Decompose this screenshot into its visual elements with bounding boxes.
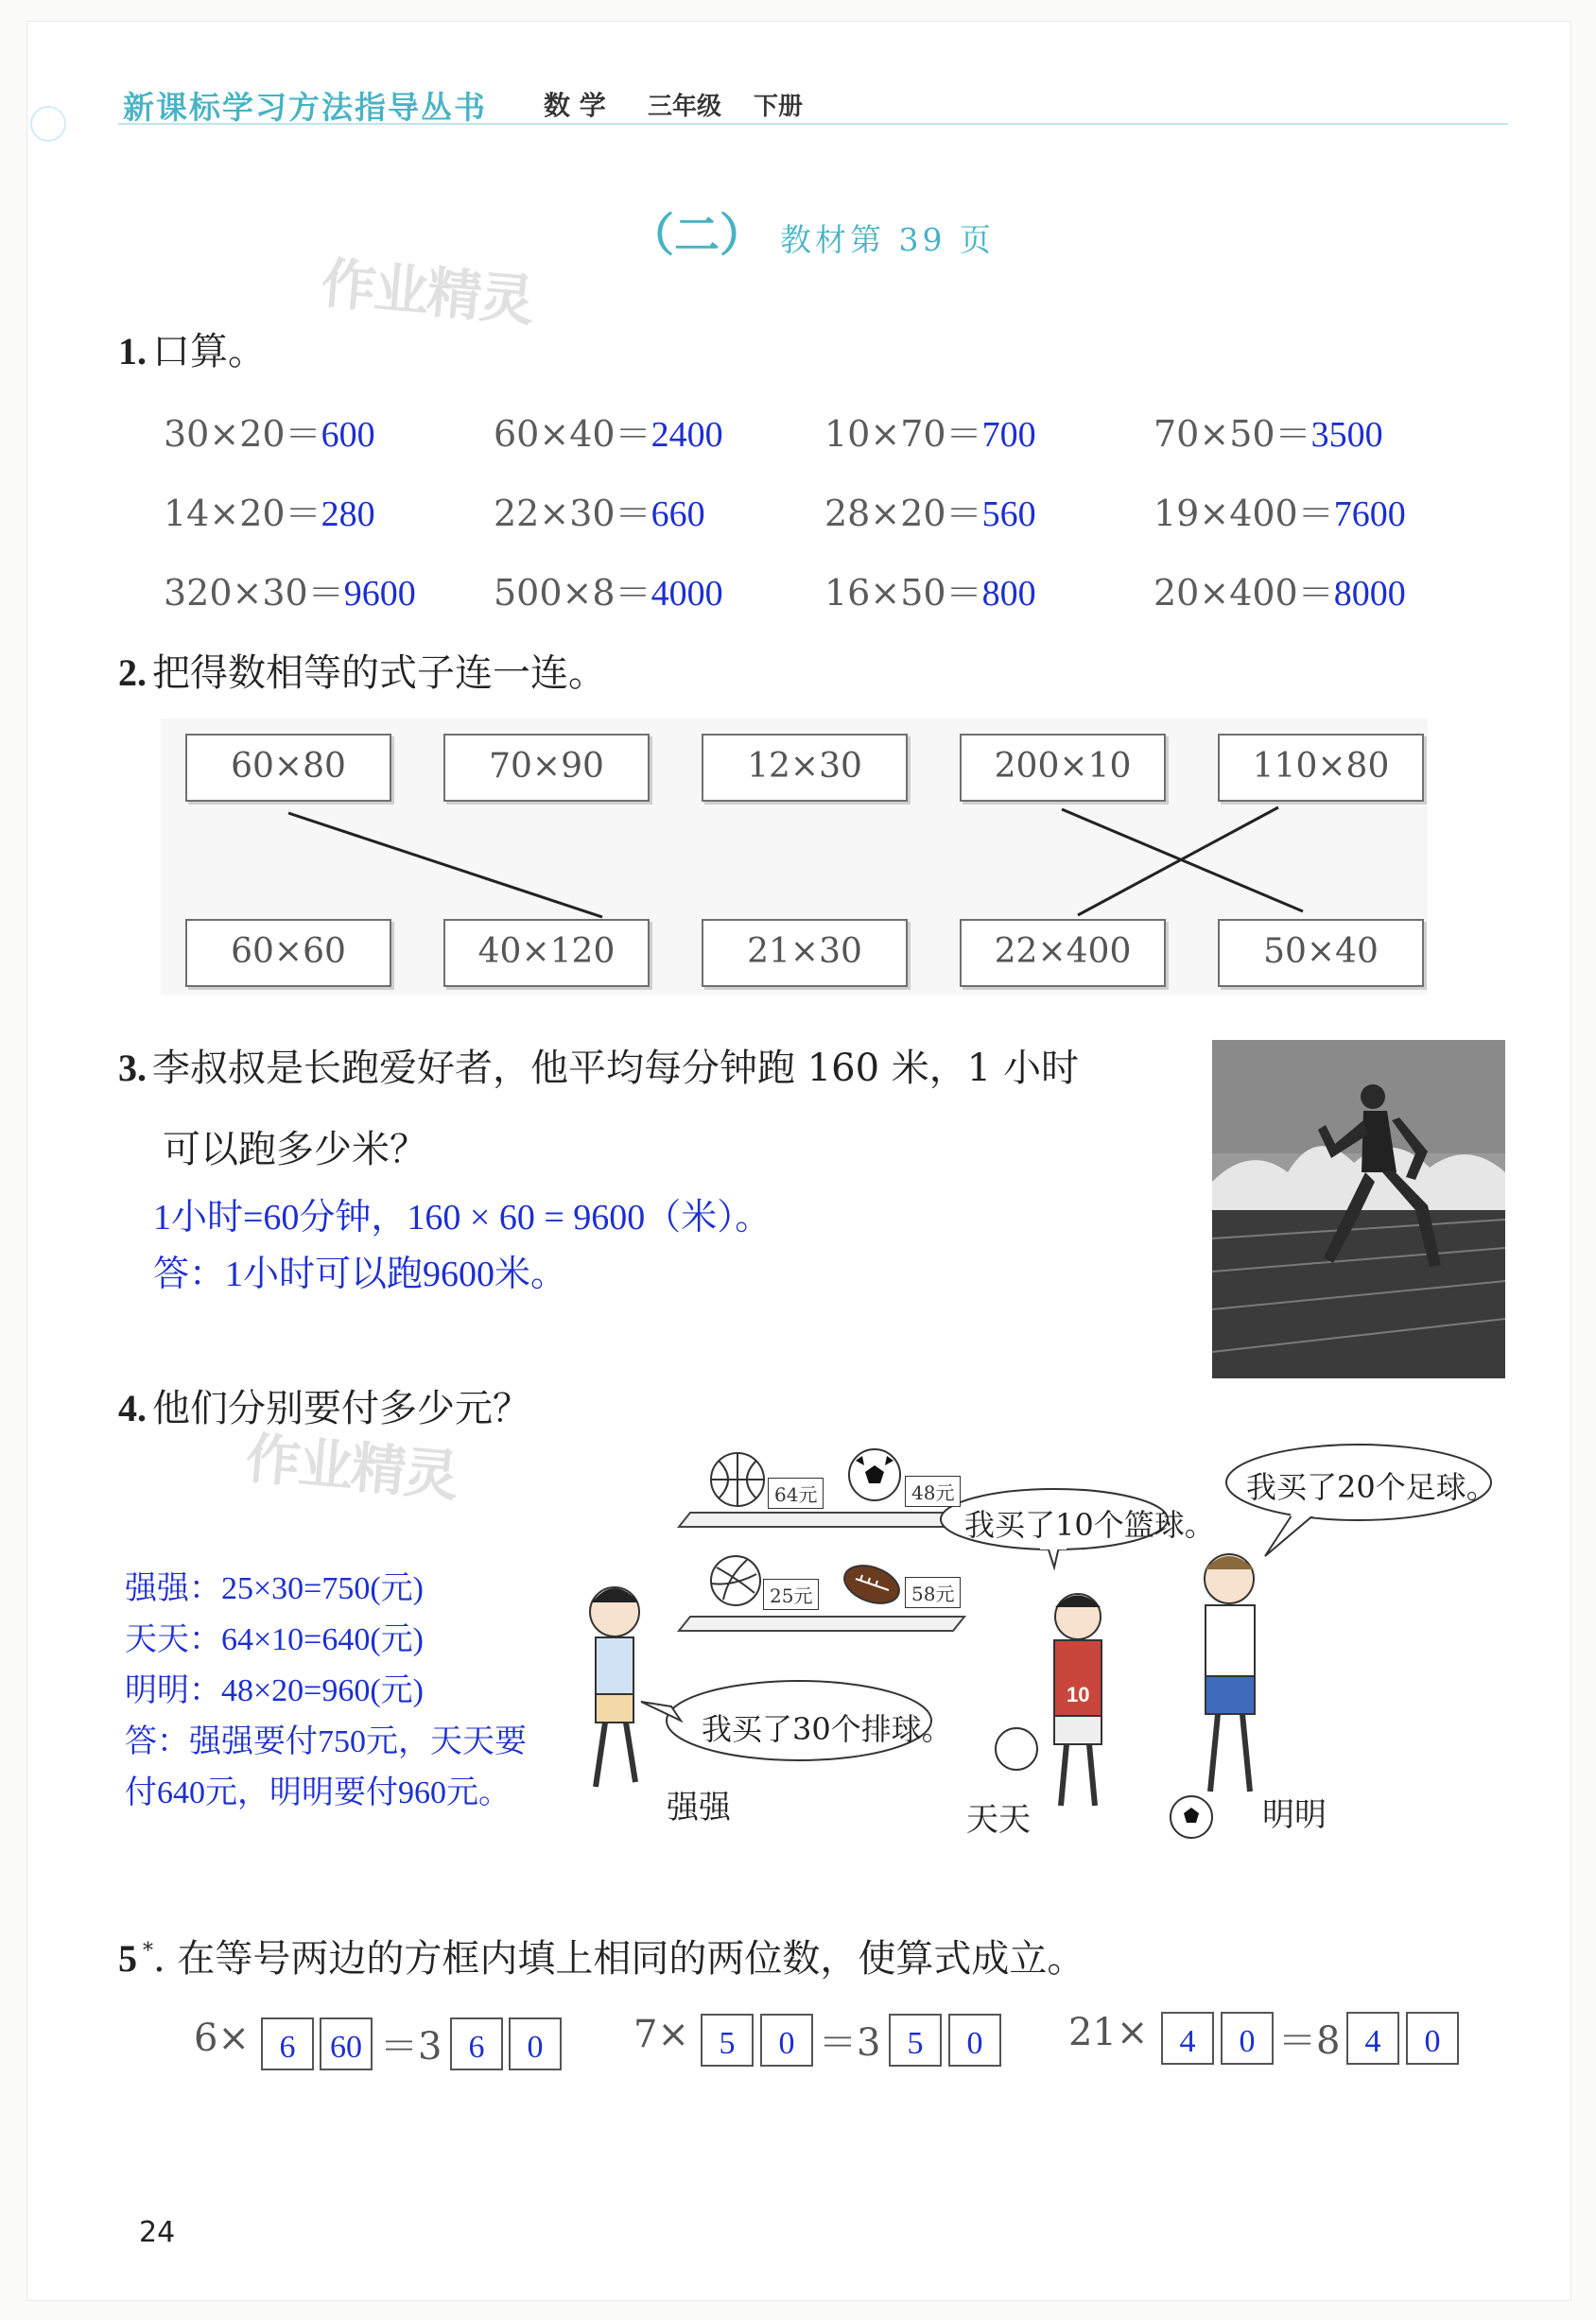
q2-number: 2.: [118, 651, 147, 694]
q3-answer-calc: 1小时=60分钟，160 × 60 = 9600（米）。: [153, 1198, 772, 1238]
q1-item: 500×8＝4000: [494, 572, 723, 614]
textbook-reference: 教材第 39 页: [780, 221, 995, 258]
eq3-box-result-tens[interactable]: 4: [1346, 2012, 1399, 2065]
bubble-text-mingming: 我买了20个足球。: [1246, 1469, 1497, 1505]
q1-answer: 660: [651, 494, 705, 534]
qiangqiang-figure: [590, 1587, 639, 1787]
watermark: 作业精灵: [319, 251, 536, 334]
eq2-lhs: 7×: [633, 2013, 689, 2056]
top-expression-box[interactable]: 110×80: [1218, 734, 1424, 802]
eq1-box-tens[interactable]: 6: [261, 2017, 314, 2070]
q1-answer: 280: [321, 494, 375, 534]
q1-answer: 3500: [1310, 415, 1383, 455]
q1-item: 70×50＝3500: [1154, 413, 1383, 455]
q1-number: 1.: [118, 330, 147, 372]
name-qiangqiang: 强强: [667, 1789, 731, 1827]
q1-item: 320×30＝9600: [164, 572, 416, 614]
q5-text: . 在等号两边的方框内填上相同的两位数，使算式成立。: [153, 1937, 1085, 1981]
eq2-mid: ＝3: [819, 2021, 881, 2065]
volleyball-icon: [711, 1556, 760, 1605]
q4-answer-line: 明明：48×20=960(元): [125, 1673, 424, 1708]
q1-answer: 800: [981, 574, 1036, 614]
bottom-expression-box[interactable]: 60×60: [185, 919, 391, 987]
q3-line1: 李叔叔是长跑爱好者，他平均每分钟跑 160 米，1 小时: [152, 1047, 1079, 1090]
name-tiantian: 天天: [966, 1801, 1031, 1839]
matching-lines: [0, 0, 1596, 1040]
q4-answer-line: 付640元，明明要付960元。: [125, 1775, 511, 1810]
q4-text: 他们分别要付多少元？: [152, 1387, 530, 1430]
top-expression-box[interactable]: 12×30: [702, 734, 908, 802]
eq1-lhs: 6×: [194, 2017, 250, 2060]
price-tag-rugby: 58元: [905, 1577, 961, 1608]
q1-answer: 7600: [1333, 494, 1406, 534]
rugby-ball-icon: [840, 1559, 905, 1610]
eq3-lhs: 21×: [1068, 2011, 1149, 2054]
q4-answer-line: 强强：25×30=750(元): [125, 1571, 424, 1606]
eq2-box-ones[interactable]: 0: [760, 2014, 813, 2067]
price-tag-volleyball: 25元: [763, 1579, 819, 1610]
jersey-number: 10: [1067, 1683, 1090, 1706]
match-line: [288, 813, 602, 917]
bubble-text-tiantian: 我买了10个篮球。: [964, 1507, 1215, 1543]
watermark: 作业精灵: [243, 1426, 460, 1509]
q1-item: 19×400＝7600: [1154, 493, 1406, 534]
eq3-mid: ＝8: [1278, 2019, 1341, 2063]
top-expression-box[interactable]: 200×10: [960, 734, 1166, 802]
q3-line2: 可以跑多少米？: [163, 1128, 427, 1171]
bottom-expression-box[interactable]: 21×30: [702, 919, 908, 987]
eq1-box-result-ones[interactable]: 0: [509, 2017, 562, 2070]
q1-answer: 700: [981, 415, 1036, 455]
eq1-box-result-tens[interactable]: 6: [450, 2017, 503, 2070]
q1-item: 14×20＝280: [164, 493, 375, 534]
q1-answer: 560: [981, 494, 1036, 534]
shelf: [679, 1617, 964, 1631]
q1-answer: 600: [321, 415, 375, 455]
q1-item: 28×20＝560: [824, 493, 1036, 534]
series-title: 新课标学习方法指导丛书: [123, 89, 487, 126]
price-tag-football: 48元: [905, 1476, 961, 1507]
q5-title: [118, 1929, 1084, 1982]
q5-number: 5: [118, 1937, 137, 1980]
eq3-box-result-ones[interactable]: 0: [1406, 2012, 1459, 2065]
q4-title: [118, 1378, 530, 1432]
q1-item: 20×400＝8000: [1154, 572, 1406, 614]
eq1-box-ones[interactable]: 60: [320, 2017, 373, 2070]
eq1-mid: ＝3: [380, 2025, 442, 2069]
q1-item: 22×30＝660: [494, 493, 705, 534]
q4-number: 4.: [118, 1387, 147, 1429]
top-expression-box[interactable]: 60×80: [185, 734, 391, 802]
subject-label: 数 学: [544, 90, 606, 121]
q1-text: 口算。: [152, 330, 266, 373]
runner-illustration: [1212, 1040, 1505, 1378]
q1-item: 30×20＝600: [164, 413, 375, 455]
bottom-expression-box[interactable]: 40×120: [443, 919, 650, 987]
q1-item: 10×70＝700: [824, 413, 1036, 455]
shelf: [679, 1513, 964, 1527]
q3-answer-statement: 答：1小时可以跑9600米。: [153, 1255, 567, 1294]
q1-item: 16×50＝800: [824, 572, 1036, 614]
q2-text: 把得数相等的式子连一连。: [152, 651, 606, 695]
eq2-box-result-ones[interactable]: 0: [948, 2014, 1001, 2067]
q3-number: 3.: [118, 1047, 147, 1089]
top-expression-box[interactable]: 70×90: [443, 734, 650, 802]
q5-star: *: [143, 1939, 153, 1964]
match-line: [1078, 807, 1278, 915]
q4-answer-line: 答：强强要付750元，天天要: [125, 1724, 527, 1759]
eq3-box-ones[interactable]: 0: [1221, 2012, 1274, 2065]
bottom-expression-box[interactable]: 50×40: [1218, 919, 1424, 987]
mingming-figure: [1171, 1554, 1255, 1838]
volume-label: 下册: [754, 93, 804, 121]
page-number: 24: [139, 2216, 176, 2249]
basketball-icon: [711, 1453, 764, 1506]
q4-answer-line: 天天：64×10=640(元): [125, 1622, 424, 1657]
grade-label: 三年级: [648, 93, 722, 121]
price-tag-basketball: 64元: [768, 1478, 824, 1509]
eq2-box-tens[interactable]: 5: [701, 2014, 754, 2067]
q1-answer: 9600: [343, 574, 416, 614]
section-number: （二）: [629, 209, 766, 262]
eq3-box-tens[interactable]: 4: [1161, 2012, 1214, 2065]
q1-item: 60×40＝2400: [494, 413, 723, 455]
q3-title: [118, 1038, 1079, 1092]
football-icon: [849, 1449, 900, 1500]
q1-answer: 2400: [651, 415, 723, 455]
q1-answer: 4000: [651, 574, 723, 614]
bubble-text-qiangqiang: 我买了30个排球。: [702, 1711, 952, 1747]
eq2-box-result-tens[interactable]: 5: [889, 2014, 942, 2067]
bottom-expression-box[interactable]: 22×400: [960, 919, 1166, 987]
name-mingming: 明明: [1262, 1796, 1327, 1834]
q1-answer: 8000: [1333, 574, 1406, 614]
